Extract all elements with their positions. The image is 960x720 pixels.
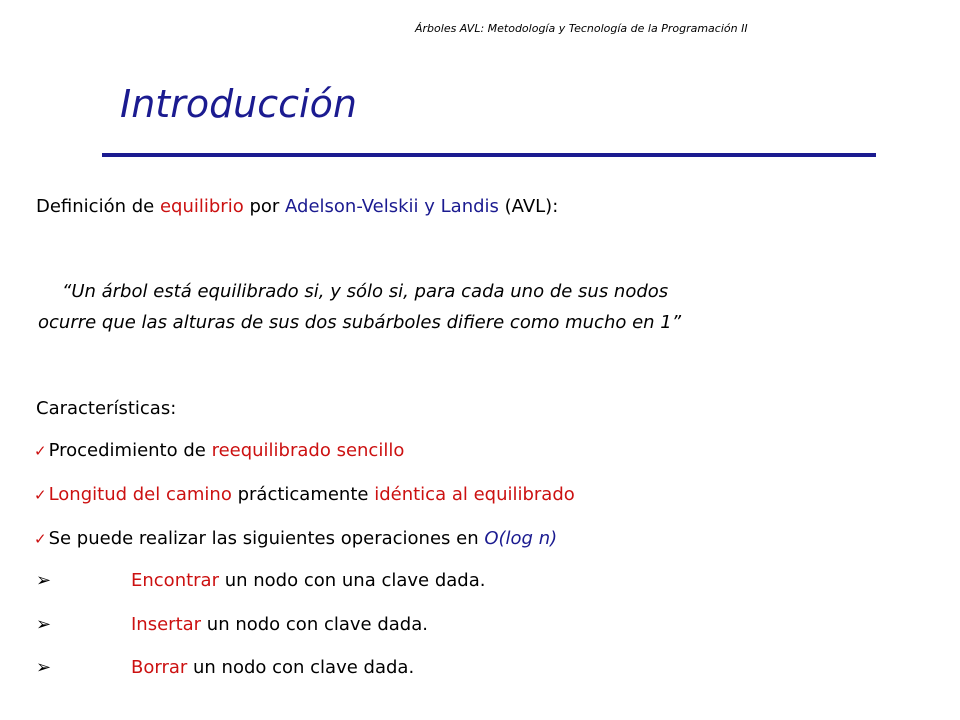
- operation-insertar: [36, 614, 428, 635]
- bullet-reequilibrado: [34, 440, 404, 461]
- characteristics-heading: Características:: [36, 398, 177, 419]
- definition-authors: Adelson-Velskii y Landis: [285, 196, 499, 217]
- definition-equilibrio: equilibrio: [159, 196, 244, 217]
- bullet-longitud: [34, 484, 575, 505]
- arrow-bullet-icon: ➢: [36, 657, 52, 678]
- arrow-bullet-icon: ➢: [36, 570, 52, 591]
- operation-1-rest: un nodo con una clave dada.: [219, 570, 486, 591]
- bullet-3-complexity: O(log n): [484, 528, 558, 549]
- slide-header: Árboles AVL: Metodología y Tecnología de la Programación II: [415, 22, 748, 35]
- operation-1-verb: Encontrar: [131, 570, 219, 591]
- definition-text-1: Definición de: [36, 196, 160, 217]
- definition-line: [36, 196, 558, 217]
- operation-2-rest: un nodo con clave dada.: [201, 614, 428, 635]
- arrow-bullet-icon: ➢: [36, 614, 52, 635]
- title-underline: [102, 153, 876, 157]
- quote-line-2: ocurre que las alturas de sus dos subárboles difiere como mucho en 1”: [38, 312, 682, 333]
- operation-3-rest: un nodo con clave dada.: [187, 657, 415, 678]
- checkmark-icon: ✓: [34, 530, 47, 548]
- definition-text-3: (AVL):: [498, 196, 559, 217]
- operation-borrar: [36, 657, 414, 678]
- operation-encontrar: [36, 570, 485, 591]
- bullet-1-text-b: reequilibrado sencillo: [211, 440, 405, 461]
- operation-2-verb: Insertar: [131, 614, 202, 635]
- bullet-operaciones: [34, 528, 557, 549]
- bullet-1-text-a: Procedimiento de: [48, 440, 212, 461]
- bullet-2-text-c: prácticamente: [231, 484, 375, 505]
- definition-text-2: por: [243, 196, 286, 217]
- checkmark-icon: ✓: [34, 442, 47, 460]
- bullet-2-text-d: idéntica al equilibrado: [374, 484, 575, 505]
- checkmark-icon: ✓: [34, 486, 47, 504]
- quote-line-1: “Un árbol está equilibrado si, y sólo si, para cada uno de sus nodos: [62, 281, 669, 302]
- bullet-2-text-b: Longitud del camino: [48, 484, 232, 505]
- slide-title: Introducción: [120, 82, 357, 126]
- operation-3-verb: Borrar: [131, 657, 188, 678]
- bullet-3-text-a: Se puede realizar las siguientes operaciones en: [48, 528, 485, 549]
